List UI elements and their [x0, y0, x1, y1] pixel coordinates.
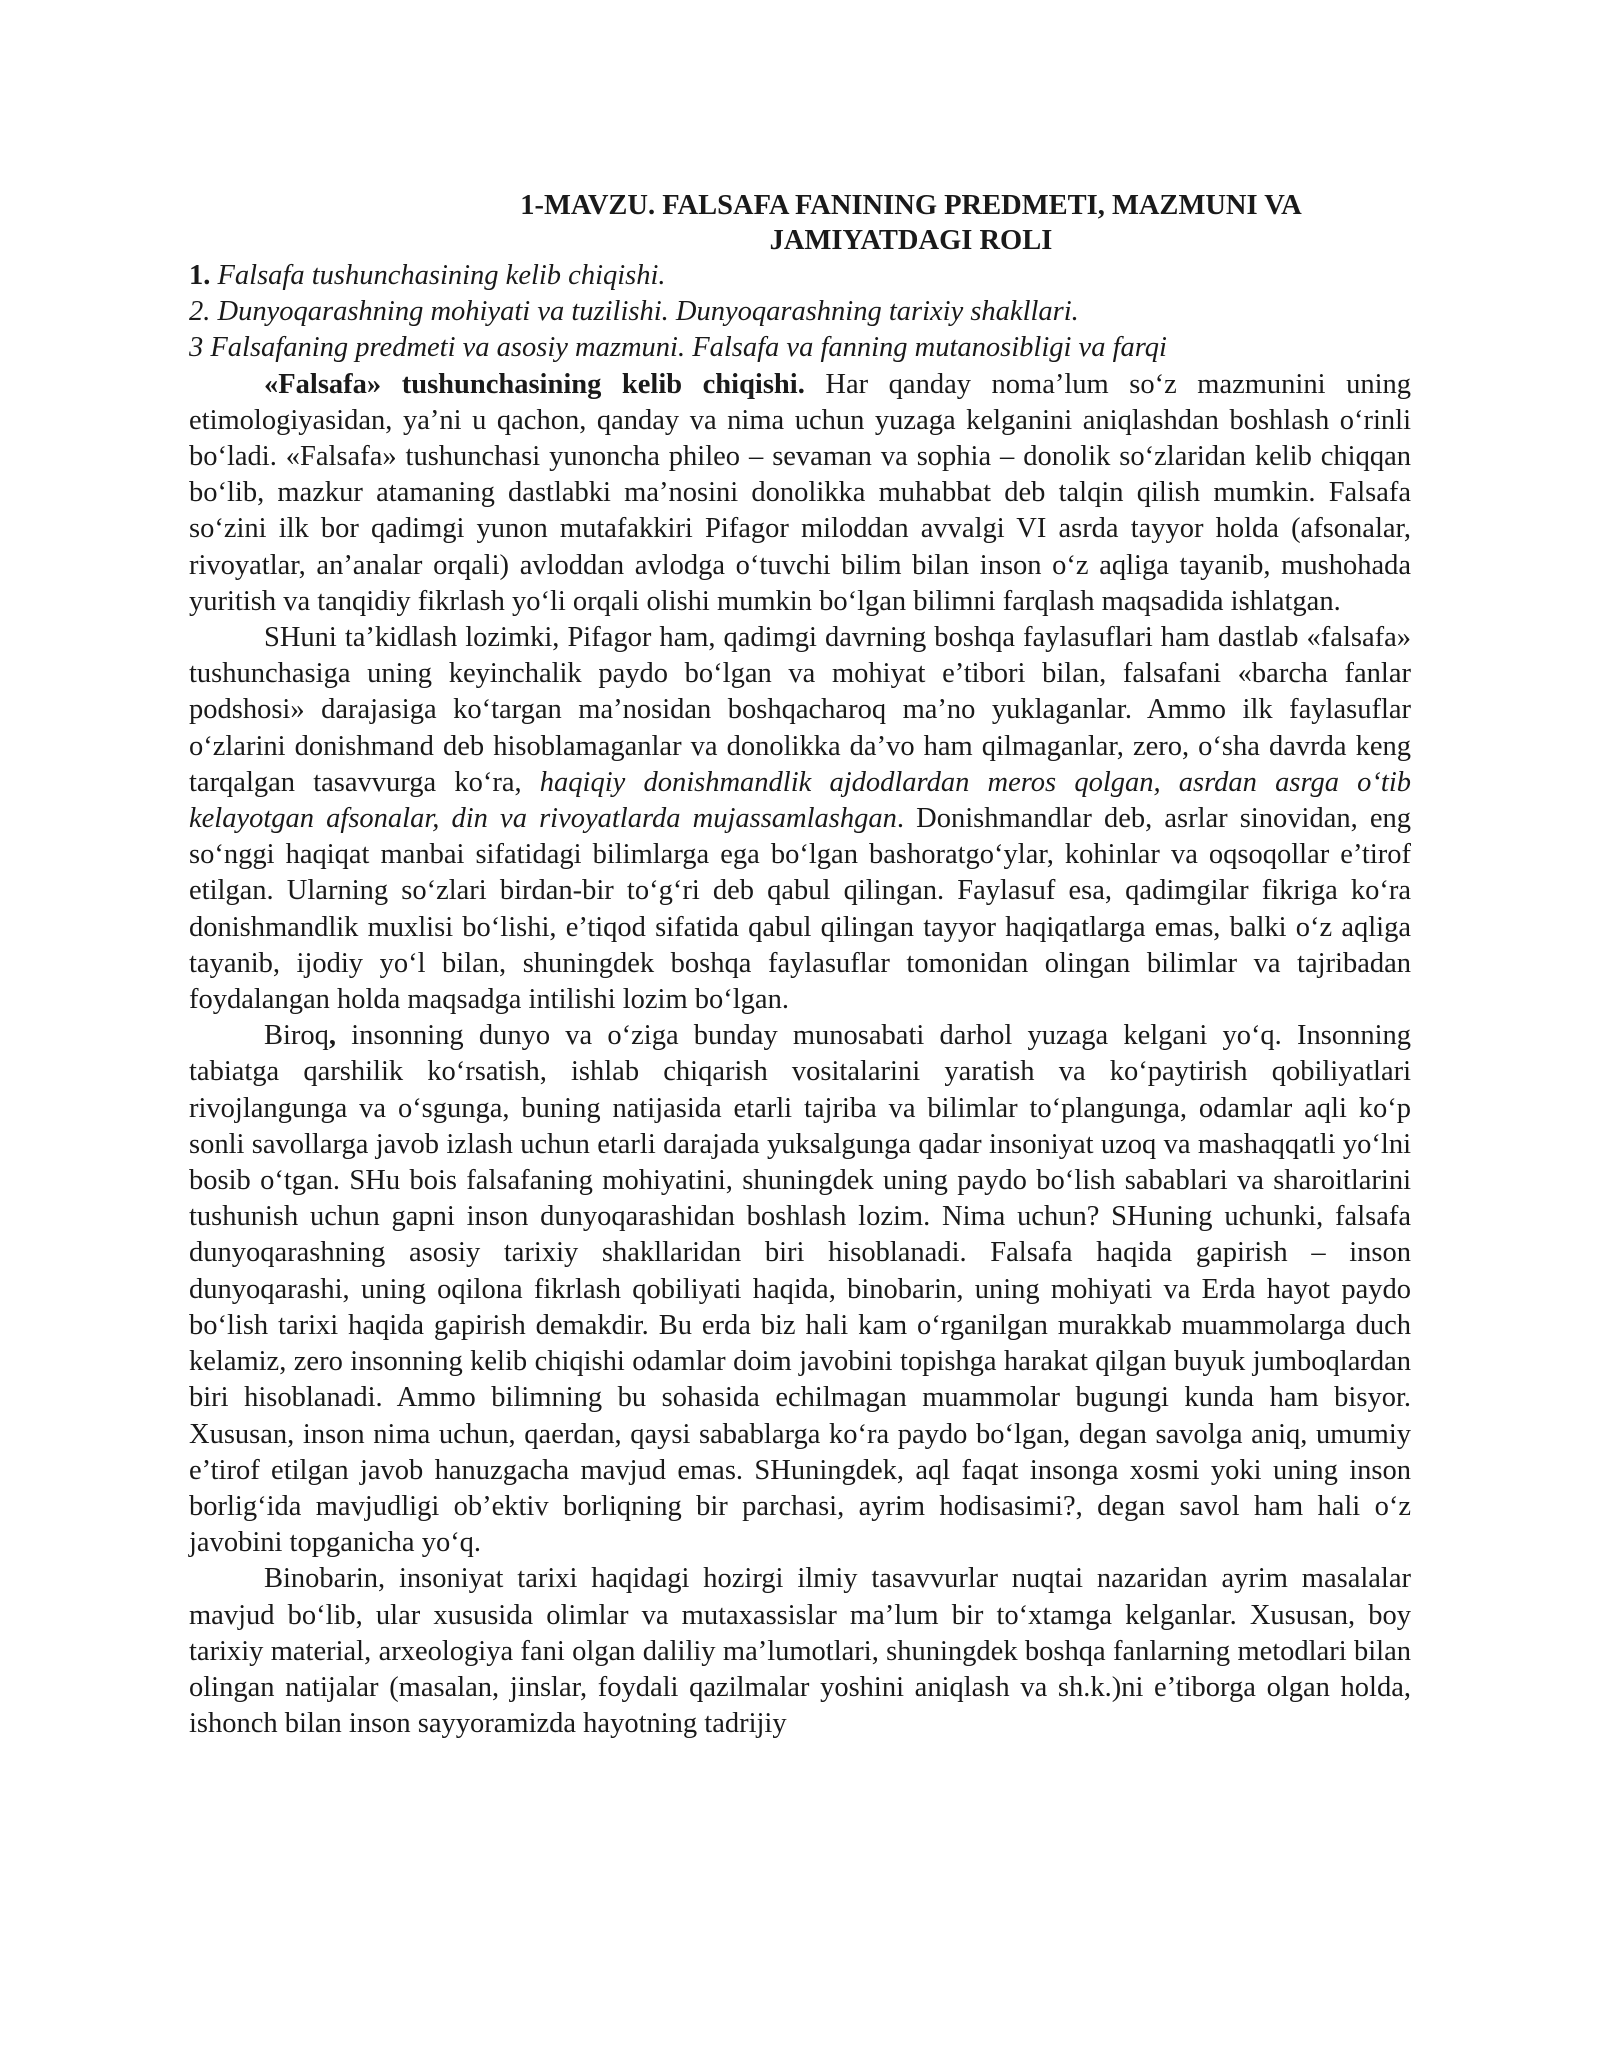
bold-comma: , — [328, 1020, 337, 1052]
paragraph-1 — [189, 367, 1411, 620]
paragraph-text: . Donishmandlar deb, asrlar sinovidan, eng so‘nggi haqiqat manbai sifatidagi bilimlarga ega bo‘lgan bashoratgo‘ylar, kohinlar va oqsoqollar e’tirof etilgan. Ularning so‘zlari birdan-bir to‘g‘ri deb qabul qilingan. Faylasuf esa, qadimgilar fikriga ko‘ra donishmandlik muxlisi bo‘lishi, e’tiqod sifatida qabul qilingan tayyor haqiqatlarga emas, balki o‘z aqliga tayanib, ijodiy yo‘l bilan, shuningdek boshqa faylasuflar tomonidan olingan bilimlar va tajribadan foydalangan holda maqsadga intilishi lozim bo‘lgan. — [189, 803, 1411, 1016]
paragraph-text: SHuni ta’kidlash lozimki, Pifagor ham, qadimgi davrning boshqa faylasuflari ham dastlab «falsafa» tushunchasiga uning keyinchalik paydo bo‘lgan va mohiyat e’tibori bilan, falsafani «barcha fanlar podshosi» darajasiga ko‘targan ma’nosidan boshqacharoq ma’no yuklaganlar. Ammo ilk faylasuflar o‘zlarini donishmand deb hisoblamaganlar va donolikka da’vo ham qilmaganlar, zero, o‘sha davrda keng tarqalgan tasavvurga ko‘ra, — [189, 622, 1411, 798]
emphasized-text: haqiqiy donishmandlik ajdodlardan meros qolgan, asrdan asrga o‘tib kelayotgan afsonalar, din va rivoyatlarda mujassamlashgan — [189, 766, 1411, 835]
outline-item-text: Falsafa tushunchasining kelib chiqishi. — [210, 260, 666, 291]
outline-item-text: 2. Dunyoqarashning mohiyati va tuzilishi. Dunyoqarashning tarixiy shakllari. — [189, 296, 1079, 328]
outline-item — [189, 294, 1411, 330]
paragraph-text: Har qanday noma’lum so‘z mazmunini uning etimologiyasidan, ya’ni u qachon, qanday va nima uchun yuzaga kelganini aniqlashdan boshlash o‘rinli bo‘ladi. «Falsafa» tushunchasi yunoncha phileo – sevaman va sophia – donolik so‘zlaridan kelib chiqqan bo‘lib, mazkur atamaning dastlabki ma’nosini donolikka muhabbat deb talqin qilish mumkin. Falsafa so‘zini ilk bor qadimgi yunon mutafakkiri Pifagor miloddan avvalgi VI asrda tayyor holda (afsonalar, rivoyatlar, an’analar orqali) avloddan avlodga o‘tuvchi bilim bilan inson o‘z aqliga tayanib, mushohada yuritish va tanqidiy fikrlash yo‘li orqali olishi mumkin bo‘lgan bilimni farqlash maqsadida ishlatgan. — [189, 368, 1411, 617]
topic-outline — [189, 258, 1411, 367]
paragraph-4 — [189, 1561, 1411, 1742]
paragraph-2 — [189, 620, 1411, 1018]
outline-item — [189, 258, 1411, 294]
outline-item-number: 1. — [189, 260, 211, 291]
outline-item-text: 3 Falsafaning predmeti va asosiy mazmuni. Falsafa va fanning mutanosibligi va farqi — [189, 332, 1167, 364]
title-line-2: JAMIYATDAGI ROLI — [769, 225, 1053, 256]
title-line-1: 1-MAVZU. FALSAFA FANINING PREDMETI, MAZMUNI VA — [520, 190, 1302, 221]
paragraph-text: Binobarin, insoniyat tarixi haqidagi hozirgi ilmiy tasavvurlar nuqtai nazaridan ayrim masalalar mavjud bo‘lib, ular xususida olimlar va mutaxassislar ma’lum bir to‘xtamga kelganlar. Xususan, boy tarixiy material, arxeologiya fani olgan daliliy ma’lumotlari, shuningdek boshqa fanlarning metodlari bilan olingan natijalar (masalan, jinslar, foydali qazilmalar yoshini aniqlash va sh.k.)ni e’tiborga olgan holda, ishonch bilan inson sayyoramizda hayotning tadrijiy — [189, 1563, 1411, 1740]
page-title — [189, 188, 1411, 258]
paragraph-text: Biroq — [264, 1020, 329, 1052]
outline-item — [189, 330, 1411, 366]
paragraph-text: insonning dunyo va o‘ziga bunday munosabati darhol yuzaga kelgani yo‘q. Insonning tabiatga qarshilik ko‘rsatish, ishlab chiqarish vositalarini yaratish va ko‘paytirish qobiliyatlari rivojlangunga va o‘sgunga, buning natijasida etarli tajriba va bilimlar to‘plangunga, odamlar aqli ko‘p sonli savollarga javob izlash uchun etarli darajada yuksalgunga qadar insoniyat uzoq va mashaqqatli yo‘lni bosib o‘tgan. SHu bois falsafaning mohiyatini, shuningdek uning paydo bo‘lish sabablari va sharoitlarini tushunish uchun gapni inson dunyoqarashidan boshlash lozim. Nima uchun? SHuning uchunki, falsafa dunyoqarashning asosiy tarixiy shakllaridan biri hisoblanadi. Falsafa haqida gapirish – inson dunyoqarashi, uning oqilona fikrlash qobiliyati haqida, binobarin, uning mohiyati va Erda hayot paydo bo‘lish tarixi haqida gapirish demakdir. Bu erda biz hali kam o‘rganilgan murakkab muammolarga duch kelamiz, zero insonning kelib chiqishi odamlar doim javobini topishga harakat qilgan buyuk jumboqlardan biri hisoblanadi. Ammo bilimning bu sohasida echilmagan muammolar bugungi kunda ham bisyor. Xususan, inson nima uchun, qaerdan, qaysi sabablarga ko‘ra paydo bo‘lgan, degan savolga aniq, umumiy e’tirof etilgan javob hanuzgacha mavjud emas. SHuningdek, aql faqat insonga xosmi yoki uning inson borlig‘ida mavjudligi ob’ektiv borliqning bir parchasi, ayrim hodisasimi?, degan savol ham hali o‘z javobini topganicha yo‘q. — [189, 1020, 1411, 1559]
section-heading: «Falsafa» tushunchasining kelib chiqishi. — [264, 368, 805, 400]
paragraph-3 — [189, 1018, 1411, 1561]
document-page — [189, 188, 1411, 1742]
